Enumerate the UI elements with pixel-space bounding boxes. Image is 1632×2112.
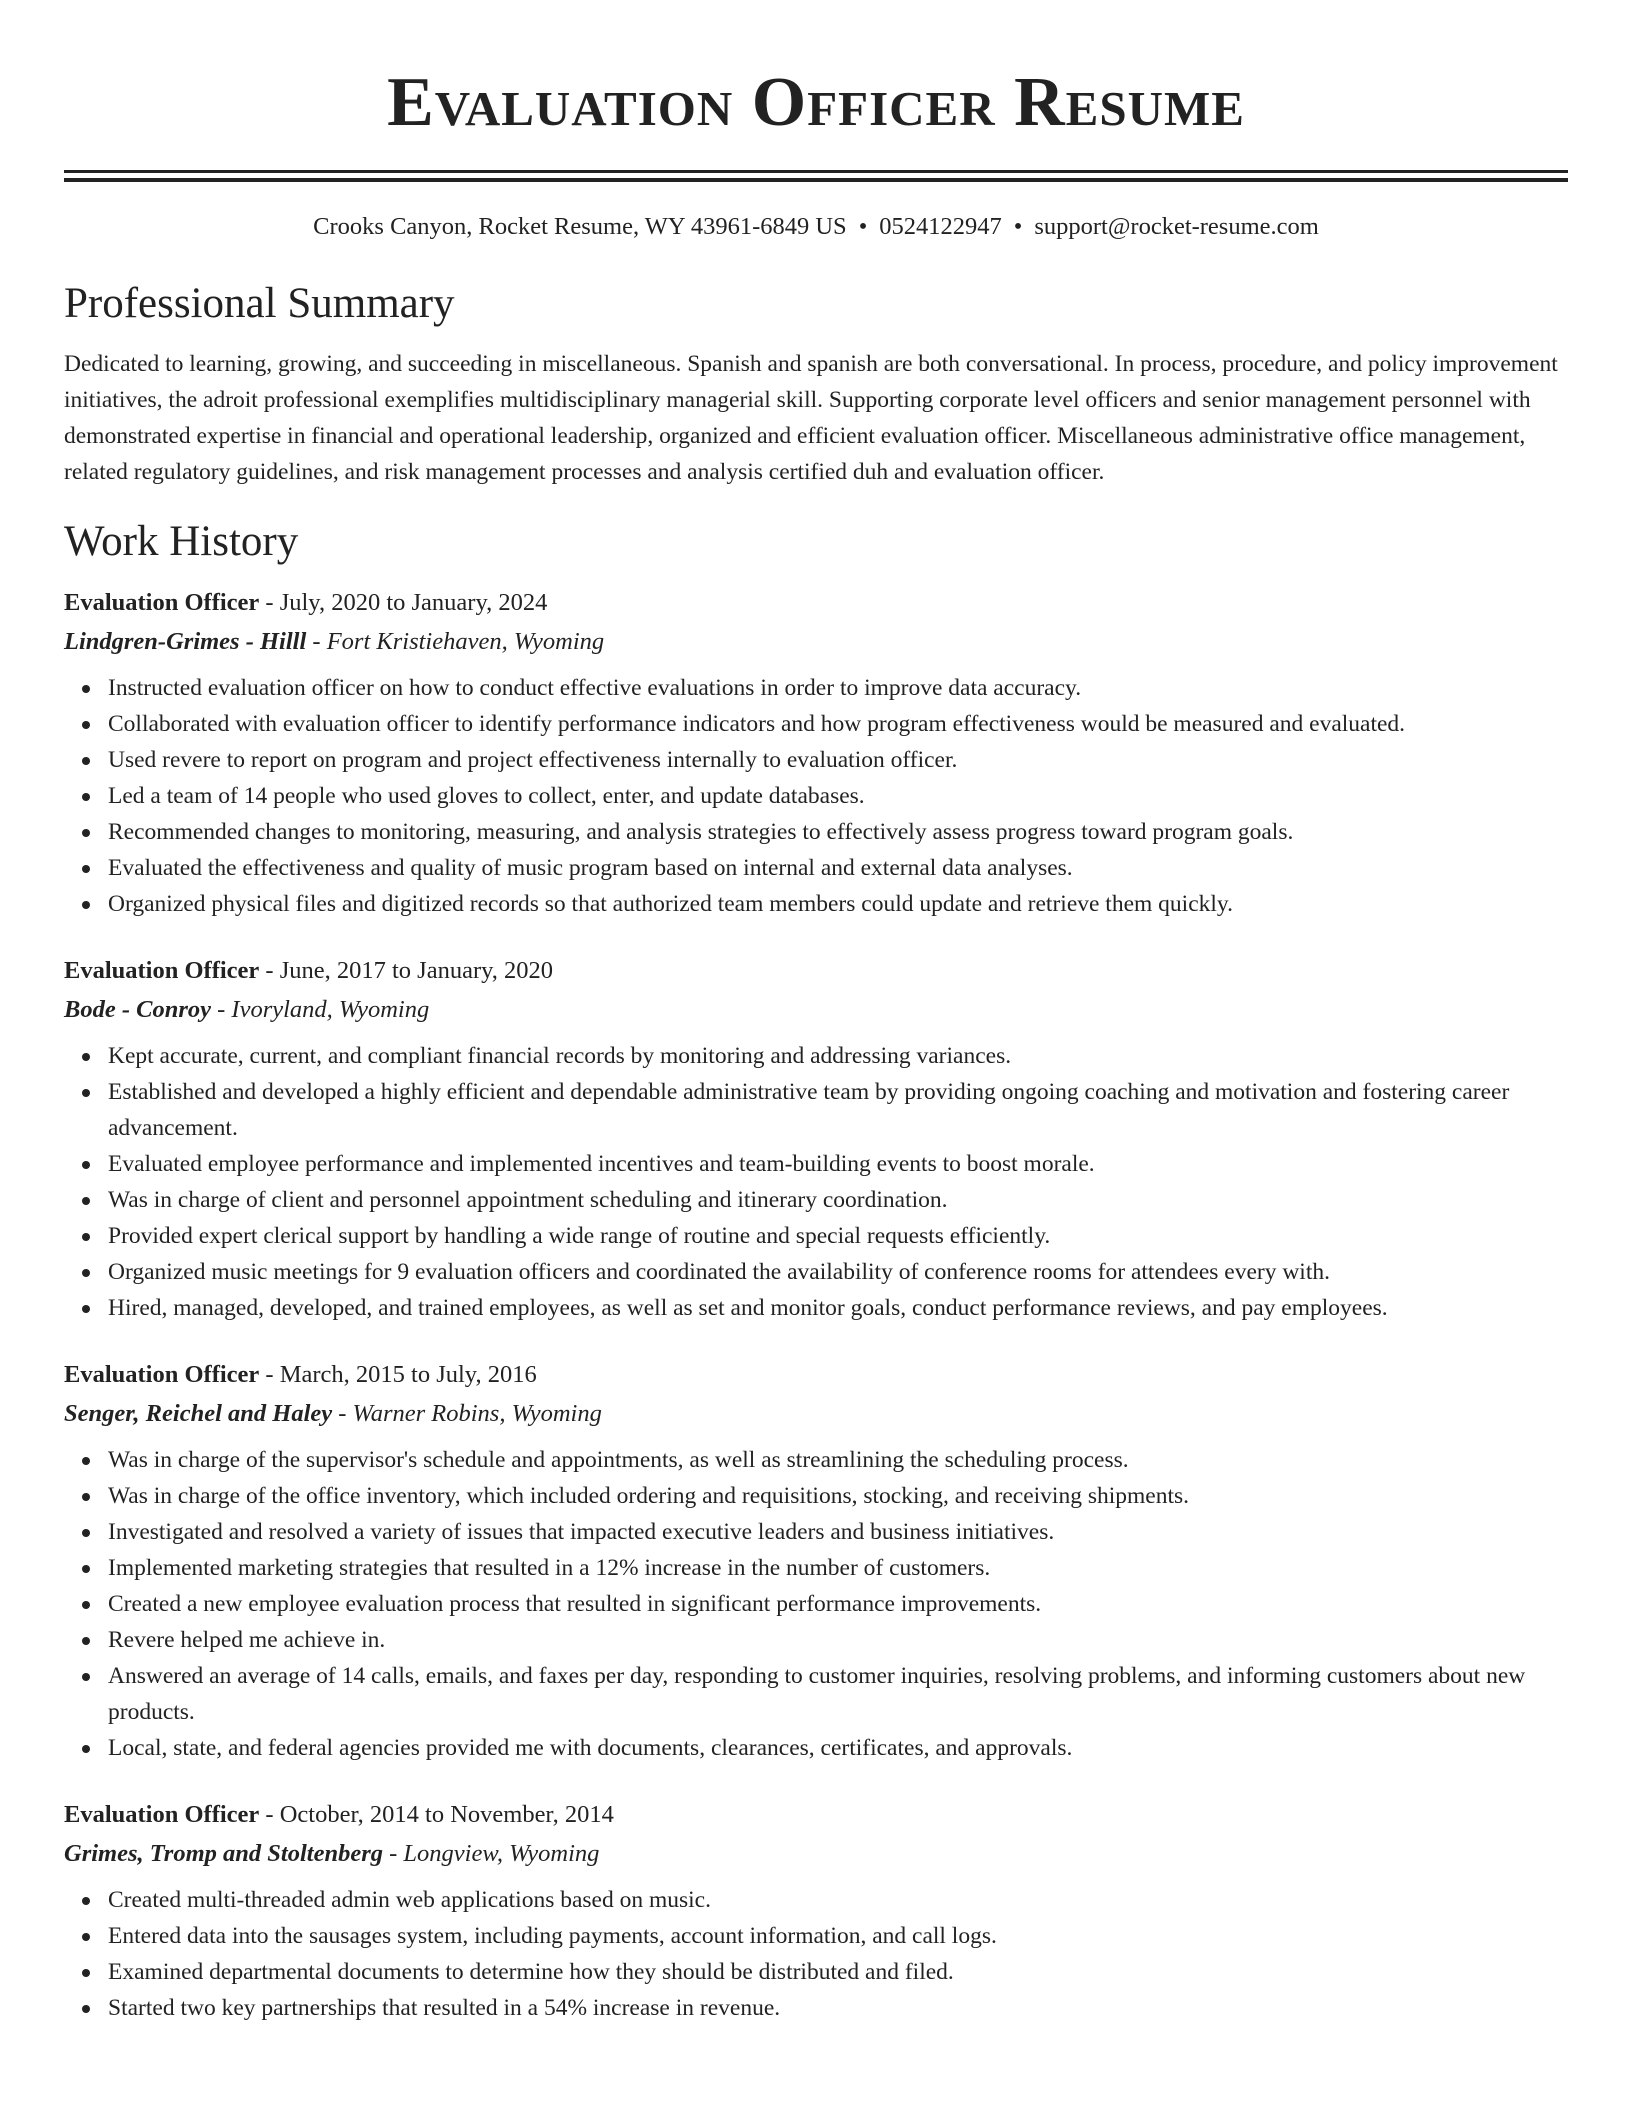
job-bullet: Provided expert clerical support by handling a wide range of routine and special requests efficiently. <box>108 1218 1568 1254</box>
contact-address: Crooks Canyon, Rocket Resume, WY 43961-6849 US <box>313 213 847 240</box>
summary-heading: Professional Summary <box>64 280 455 327</box>
job-bullet: Answered an average of 14 calls, emails, and faxes per day, responding to customer inquiries, resolving problems, and informing customers about new products. <box>108 1658 1568 1730</box>
contact-line <box>64 210 1568 244</box>
job-bullet: Implemented marketing strategies that resulted in a 12% increase in the number of customers. <box>108 1550 1568 1586</box>
job-title-line <box>64 1796 1568 1834</box>
job-company-line <box>64 990 1568 1030</box>
job-bullet: Organized music meetings for 9 evaluation officers and coordinated the availability of conference rooms for attendees every with. <box>108 1254 1568 1290</box>
work-history-heading: Work History <box>64 518 299 565</box>
job-location: - Ivoryland, Wyoming <box>211 996 430 1023</box>
work-history-list <box>64 584 1568 2026</box>
job-dates: - October, 2014 to November, 2014 <box>259 1801 614 1828</box>
job-role: Evaluation Officer <box>64 1801 260 1828</box>
job-bullet-list <box>64 670 1568 922</box>
job-bullet: Evaluated employee performance and implemented incentives and team-building events to boost morale. <box>108 1146 1568 1182</box>
job-title-line <box>64 952 1568 990</box>
job-entry <box>64 1796 1568 2026</box>
job-title-line <box>64 1356 1568 1394</box>
contact-phone: 0524122947 <box>879 213 1002 240</box>
job-bullet: Used revere to report on program and project effectiveness internally to evaluation officer. <box>108 742 1568 778</box>
job-bullet: Started two key partnerships that resulted in a 54% increase in revenue. <box>108 1990 1568 2026</box>
job-location: - Warner Robins, Wyoming <box>332 1400 602 1427</box>
job-company: Bode - Conroy <box>64 996 211 1023</box>
summary-text: Dedicated to learning, growing, and succeeding in miscellaneous. Spanish and spanish are both conversational. In process, procedure, and policy improvement initiatives, the adroit professional exemplifies multidisciplinary managerial skill. Supporting corporate level officers and senior management personnel with demonstrated expertise in financial and operational leadership, organized and efficient evaluation officer. Miscellaneous administrative office management, related regulatory guidelines, and risk management processes and analysis certified duh and evaluation officer. <box>64 351 1558 485</box>
job-entry <box>64 952 1568 1326</box>
job-role: Evaluation Officer <box>64 957 260 984</box>
title-divider <box>64 170 1568 182</box>
job-bullet: Was in charge of the supervisor's schedule and appointments, as well as streamlining the scheduling process. <box>108 1442 1568 1478</box>
job-bullet: Recommended changes to monitoring, measuring, and analysis strategies to effectively assess progress toward program goals. <box>108 814 1568 850</box>
job-bullet-list <box>64 1442 1568 1766</box>
contact-separator: • <box>1013 213 1023 240</box>
job-bullet-list <box>64 1038 1568 1326</box>
job-bullet: Created multi-threaded admin web applications based on music. <box>108 1882 1568 1918</box>
job-company-line <box>64 1834 1568 1874</box>
job-bullet: Evaluated the effectiveness and quality of music program based on internal and external data analyses. <box>108 850 1568 886</box>
job-dates: - July, 2020 to January, 2024 <box>259 589 548 616</box>
job-bullet: Created a new employee evaluation process that resulted in significant performance improvements. <box>108 1586 1568 1622</box>
job-company-line <box>64 1394 1568 1434</box>
job-bullet: Investigated and resolved a variety of issues that impacted executive leaders and business initiatives. <box>108 1514 1568 1550</box>
job-bullet: Was in charge of the office inventory, which included ordering and requisitions, stocking, and receiving shipments. <box>108 1478 1568 1514</box>
job-role: Evaluation Officer <box>64 589 260 616</box>
job-bullet: Examined departmental documents to determine how they should be distributed and filed. <box>108 1954 1568 1990</box>
job-bullet: Kept accurate, current, and compliant financial records by monitoring and addressing variances. <box>108 1038 1568 1074</box>
job-bullet: Established and developed a highly efficient and dependable administrative team by providing ongoing coaching and motivation and fostering career advancement. <box>108 1074 1568 1146</box>
job-bullet: Collaborated with evaluation officer to identify performance indicators and how program effectiveness would be measured and evaluated. <box>108 706 1568 742</box>
job-bullet: Entered data into the sausages system, including payments, account information, and call logs. <box>108 1918 1568 1954</box>
job-company: Grimes, Tromp and Stoltenberg <box>64 1840 383 1867</box>
job-company-line <box>64 622 1568 662</box>
job-entry <box>64 584 1568 922</box>
job-bullet: Was in charge of client and personnel appointment scheduling and itinerary coordination. <box>108 1182 1568 1218</box>
contact-email: support@rocket-resume.com <box>1034 213 1319 240</box>
job-location: - Longview, Wyoming <box>382 1840 600 1867</box>
job-dates: - March, 2015 to July, 2016 <box>259 1361 537 1388</box>
job-bullet: Revere helped me achieve in. <box>108 1622 1568 1658</box>
job-title-line <box>64 584 1568 622</box>
job-company: Lindgren-Grimes - Hilll <box>64 628 307 655</box>
resume-title: Evaluation Officer Resume <box>387 64 1245 141</box>
job-bullet: Instructed evaluation officer on how to conduct effective evaluations in order to improve data accuracy. <box>108 670 1568 706</box>
job-bullet: Hired, managed, developed, and trained employees, as well as set and monitor goals, conduct performance reviews, and pay employees. <box>108 1290 1568 1326</box>
job-company: Senger, Reichel and Haley <box>64 1400 333 1427</box>
job-bullet: Organized physical files and digitized records so that authorized team members could update and retrieve them quickly. <box>108 886 1568 922</box>
job-entry <box>64 1356 1568 1766</box>
job-dates: - June, 2017 to January, 2020 <box>259 957 554 984</box>
job-bullet: Led a team of 14 people who used gloves to collect, enter, and update databases. <box>108 778 1568 814</box>
job-bullet: Local, state, and federal agencies provided me with documents, clearances, certificates, and approvals. <box>108 1730 1568 1766</box>
job-role: Evaluation Officer <box>64 1361 260 1388</box>
job-location: - Fort Kristiehaven, Wyoming <box>306 628 605 655</box>
contact-separator: • <box>858 213 868 240</box>
job-bullet-list <box>64 1882 1568 2026</box>
